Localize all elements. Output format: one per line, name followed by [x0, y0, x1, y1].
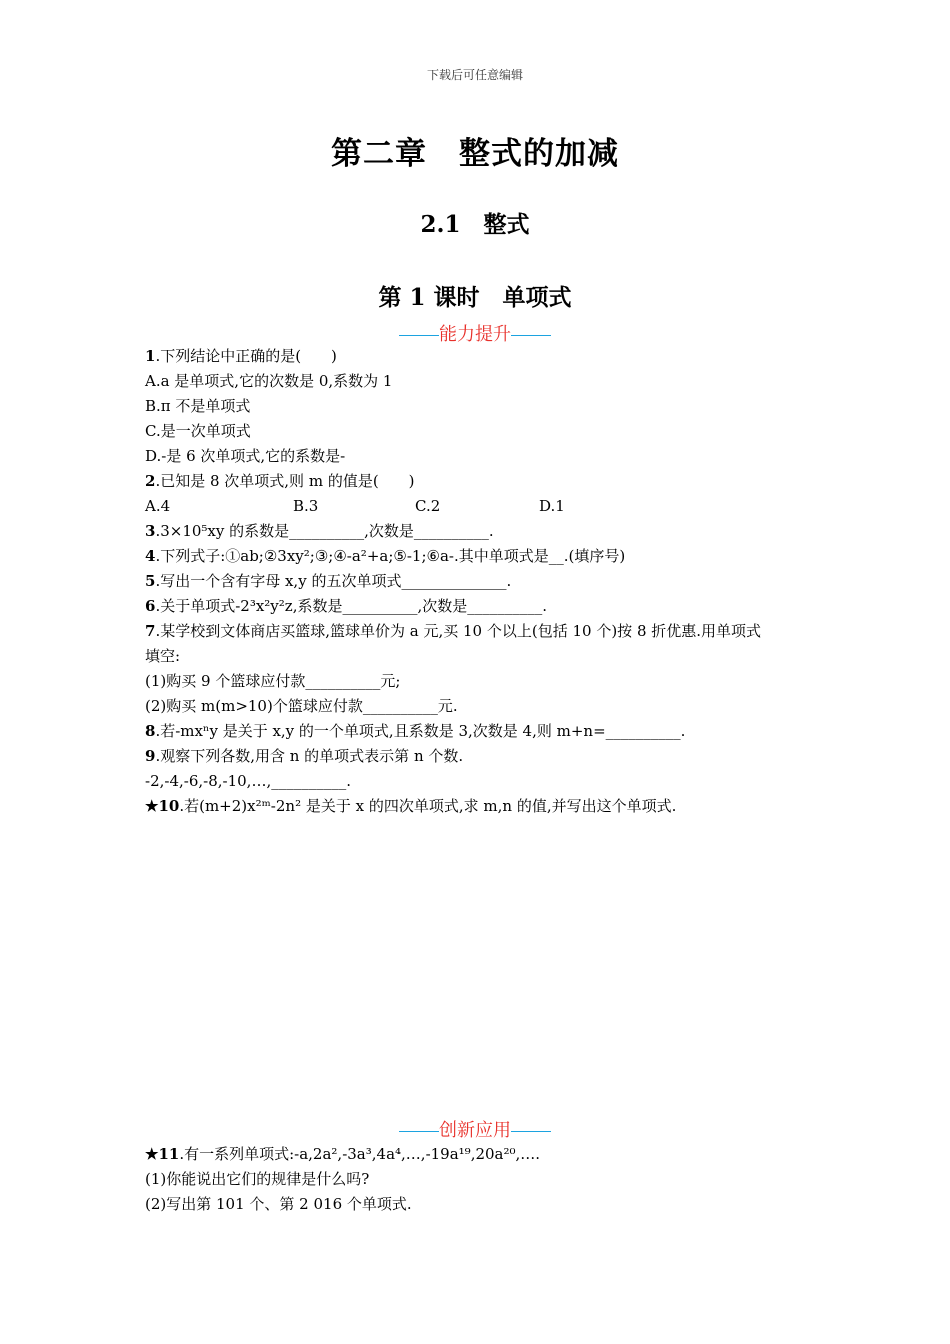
- question-text: .观察下列各数,用含 n 的单项式表示第 n 个数.: [155, 747, 464, 765]
- choice-d: D.-是 6 次单项式,它的系数是-: [145, 447, 346, 465]
- question-stem: .已知是 8 次单项式,则 m 的值是( ): [155, 472, 415, 490]
- banner-line-left: [399, 335, 439, 336]
- exercise-list-innovation: [145, 1142, 825, 1217]
- question-text: .若-mxⁿy 是关于 x,y 的一个单项式,且系数是 3,次数是 4,则 m+n=__________.: [155, 722, 686, 740]
- question-7: [145, 619, 825, 644]
- question-1: [145, 344, 825, 369]
- banner-line-right: [511, 1131, 551, 1132]
- question-text: .下列式子:①ab;②3xy²;③;④-a²+a;⑤-1;⑥a-.其中单项式是__.(填序号): [155, 547, 626, 565]
- question-number: 5: [145, 572, 156, 590]
- choice-b: B.π 不是单项式: [145, 397, 251, 415]
- section-banner-innovation: [0, 1116, 950, 1142]
- lesson-title: 第 1 课时 单项式: [378, 284, 572, 311]
- choice-a: A.4: [145, 497, 171, 515]
- question-number: 6: [145, 597, 156, 615]
- question-11-part-2: (2)写出第 101 个、第 2 016 个单项式.: [145, 1195, 412, 1213]
- question-4: [145, 544, 825, 569]
- question-8: [145, 719, 825, 744]
- question-number: 3: [145, 522, 156, 540]
- question-number: 7: [145, 622, 156, 640]
- page-header: 下载后可任意编辑: [426, 68, 523, 82]
- question-text: .3×10⁵xy 的系数是__________,次数是__________.: [155, 522, 494, 540]
- question-9-sequence: -2,-4,-6,-8,-10,…,__________.: [145, 772, 351, 790]
- question-number: 9: [145, 747, 156, 765]
- chapter-title: 第二章 整式的加减: [331, 136, 619, 172]
- banner-line-left: [399, 1131, 439, 1132]
- choice-a: A.a 是单项式,它的次数是 0,系数为 1: [145, 372, 393, 390]
- section-banner-ability: [0, 320, 950, 346]
- question-text: .若(m+2)x²ᵐ-2n² 是关于 x 的四次单项式,求 m,n 的值,并写出这个单项式.: [179, 797, 677, 815]
- choice-c: C.2: [415, 497, 441, 515]
- banner-label: 能力提升: [439, 324, 511, 345]
- question-7-part-1: (1)购买 9 个篮球应付款__________元;: [145, 672, 401, 690]
- question-5: [145, 569, 825, 594]
- question-11-part-1: (1)你能说出它们的规律是什么吗?: [145, 1170, 370, 1188]
- banner-line-right: [511, 335, 551, 336]
- question-text: .关于单项式-2³x²y²z,系数是__________,次数是__________.: [155, 597, 547, 615]
- question-number: 4: [145, 547, 156, 565]
- question-number: 2: [145, 472, 156, 490]
- question-stem: .下列结论中正确的是( ): [155, 347, 337, 365]
- choices-row: [145, 494, 825, 519]
- question-6: [145, 594, 825, 619]
- question-9: [145, 744, 825, 769]
- question-text: .写出一个含有字母 x,y 的五次单项式______________.: [155, 572, 512, 590]
- section-title: 2.1 整式: [420, 211, 530, 238]
- exercise-list: [145, 344, 825, 819]
- question-number: ★11: [145, 1145, 180, 1163]
- choice-c: C.是一次单项式: [145, 422, 251, 440]
- question-text: .有一系列单项式:-a,2a²,-3a³,4a⁴,…,-19a¹⁹,20a²⁰,….: [179, 1145, 541, 1163]
- question-text: .某学校到文体商店买篮球,篮球单价为 a 元,买 10 个以上(包括 10 个)按 8 折优惠.用单项式: [155, 622, 762, 640]
- question-number: ★10: [145, 797, 180, 815]
- banner-label: 创新应用: [439, 1120, 511, 1141]
- question-3: [145, 519, 825, 544]
- question-7-part-2: (2)购买 m(m>10)个篮球应付款__________元.: [145, 697, 458, 715]
- question-11: [145, 1142, 825, 1167]
- choice-b: B.3: [293, 497, 319, 515]
- question-2: [145, 469, 825, 494]
- question-10: [145, 794, 825, 819]
- question-number: 8: [145, 722, 156, 740]
- choice-d: D.1: [539, 497, 565, 515]
- question-7-continued: 填空:: [145, 647, 181, 665]
- question-number: 1: [145, 347, 156, 365]
